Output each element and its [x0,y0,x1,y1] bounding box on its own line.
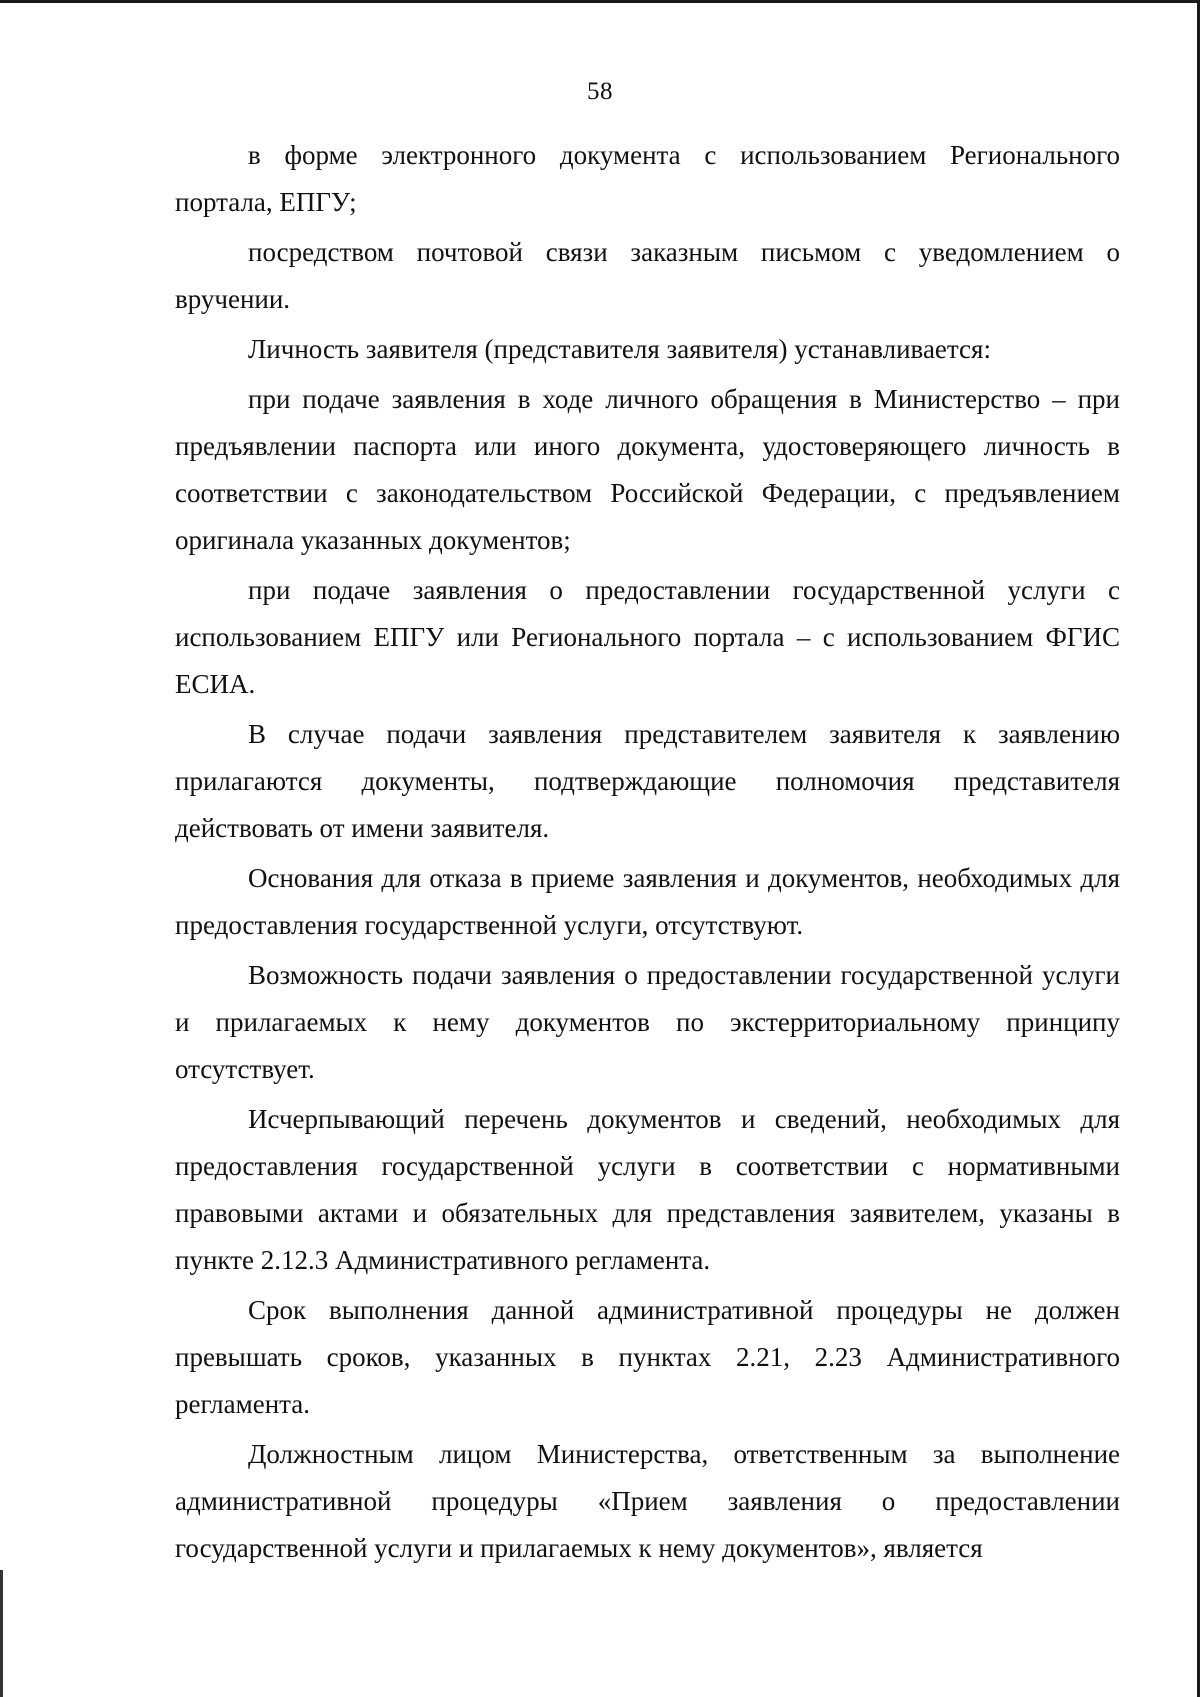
paragraph-identity-online: при подаче заявления о предоставлении государственной услуги с использованием ЕПГУ или Регионального портала – с использованием ФГИС ЕСИА. [175,575,1120,699]
paragraph-electronic-document: в форме электронного документа с использованием Регионального портала, ЕПГУ; [175,140,1120,217]
paragraph-postal-delivery: посредством почтовой связи заказным письмом с уведомлением о вручении. [175,237,1120,314]
paragraph-responsible-official: Должностным лицом Министерства, ответственным за выполнение административной процедуры «Прием заявления о предоставлении государственной услуги и прилагаемых к нему документов», является [175,1439,1120,1563]
scan-border-left-mark [0,1570,3,1697]
scan-border-top [0,0,1200,3]
paragraph-identity-heading: Личность заявителя (представителя заявителя) устанавливается: [248,334,991,364]
paragraph-refusal-grounds: Основания для отказа в приеме заявления и документов, необходимых для предоставления государственной услуги, отсутствуют. [175,863,1120,940]
paragraph-representative: В случае подачи заявления представителем заявителя к заявлению прилагаются документы, подтверждающие полномочия представителя действовать от имени заявителя. [175,719,1120,843]
paragraph-documents-list: Исчерпывающий перечень документов и сведений, необходимых для предоставления государственной услуги в соответствии с нормативными правовыми актами и обязательных для представления заявителем, указаны в пункте 2.12.3 Административного регламента. [175,1104,1120,1275]
paragraph-extraterritorial: Возможность подачи заявления о предоставлении государственной услуги и прилагаемых к нему документов по экстерриториальному принципу отсутствует. [175,960,1120,1084]
page-number: 58 [587,78,613,105]
body-text [175,132,1120,1575]
paragraph-identity-in-person: при подаче заявления в ходе личного обращения в Министерство – при предъявлении паспорта или иного документа, удостоверяющего личность в соответствии с законодательством Российской Федерации, с предъявлением оригинала указанных документов; [175,384,1120,555]
paragraph-deadline: Срок выполнения данной административной процедуры не должен превышать сроков, указанных в пунктах 2.21, 2.23 Административного регламента. [175,1295,1120,1419]
